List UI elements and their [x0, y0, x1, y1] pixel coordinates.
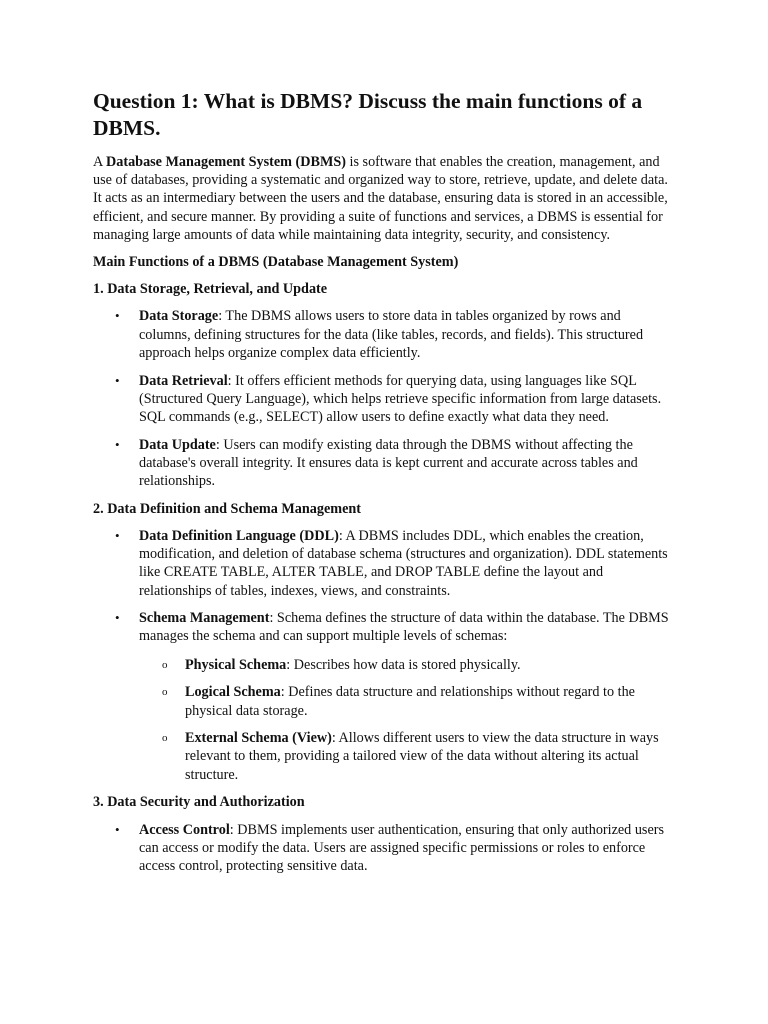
- bullet-icon: •: [115, 527, 120, 543]
- item-text: : Allows different users to view the data structure in ways relevant to them, providing a tailored view of the data without altering its actual structure.: [185, 730, 659, 783]
- item-term: Data Update: [139, 436, 216, 453]
- intro-text: is software that enables the creation, management, and use of databases, providing a systematic and organized way to store, retrieve, update, and delete data. It acts as an intermediary between the users and the database, ensuring data is stored in an accessible, efficient, and secure manner. By providing a suite of functions and services, a DBMS is essential for managing large amounts of data while maintaining data integrity, security, and consistency.: [93, 154, 668, 243]
- section-heading-definition: 2. Data Definition and Schema Management: [93, 500, 361, 517]
- item-text: : It offers efficient methods for querying data, using languages like SQL (Structured Query Language), which helps retrieve specific information from large datasets. SQL commands (e.g., SELECT) allow users to define exactly what data they need.: [139, 372, 662, 425]
- main-heading: Main Functions of a DBMS (Database Management System): [93, 254, 459, 271]
- section-heading-security: 3. Data Security and Authorization: [93, 794, 305, 811]
- item-term: Physical Schema: [185, 656, 287, 673]
- item-text: : Users can modify existing data through the DBMS without affecting the database's overall integrity. It ensures data is kept current and accurate across tables and relationships.: [139, 436, 638, 490]
- bullet-icon: •: [115, 372, 120, 388]
- list-item-schema-management: [93, 609, 673, 784]
- section-list-security: [93, 821, 673, 876]
- bullet-icon: •: [115, 821, 120, 837]
- item-term: Access Control: [139, 821, 230, 838]
- intro-paragraph: [93, 153, 673, 244]
- item-term: Data Retrieval: [139, 372, 228, 389]
- circle-bullet-icon: o: [162, 686, 168, 699]
- list-item-data-storage: [93, 307, 673, 362]
- item-text: : DBMS implements user authentication, ensuring that only authorized users can access or modify the data. Users are assigned specific permissions or roles to enforce access control, protecting sensitive data.: [139, 821, 664, 874]
- section-heading-storage: 1. Data Storage, Retrieval, and Update: [93, 281, 328, 298]
- document-page: [93, 88, 673, 885]
- item-term: External Schema (View): [185, 730, 332, 747]
- bullet-icon: •: [115, 308, 120, 324]
- intro-term: Database Management System (DBMS): [106, 154, 346, 170]
- item-text: : Defines data structure and relationships without regard to the physical data storage.: [185, 684, 635, 719]
- section-list-definition: [93, 527, 673, 784]
- sublist-item-logical-schema: [139, 683, 673, 719]
- item-text: : Describes how data is stored physically.: [286, 656, 521, 673]
- sublist-item-external-schema: [139, 729, 673, 784]
- schema-sublist: [139, 656, 673, 784]
- item-term: Data Definition Language (DDL): [139, 527, 339, 544]
- item-text: : The DBMS allows users to store data in tables organized by rows and columns, defining structures for the data (like tables, records, and fields). This structured approach helps organize complex data efficiently.: [139, 308, 644, 361]
- list-item-data-update: [93, 436, 673, 491]
- section-list-storage: [93, 307, 673, 490]
- list-item-access-control: [93, 821, 673, 876]
- item-term: Logical Schema: [185, 684, 281, 701]
- intro-prefix: A: [93, 154, 107, 170]
- circle-bullet-icon: o: [162, 732, 168, 745]
- bullet-icon: •: [115, 610, 120, 626]
- item-term: Data Storage: [139, 308, 219, 325]
- sublist-item-physical-schema: [139, 656, 673, 674]
- list-item-data-retrieval: [93, 372, 673, 427]
- page-title: Question 1: What is DBMS? Discuss the main functions of a DBMS.: [93, 89, 643, 140]
- bullet-icon: •: [115, 436, 120, 452]
- circle-bullet-icon: o: [162, 658, 168, 671]
- item-term: Schema Management: [139, 610, 270, 627]
- item-text: : A DBMS includes DDL, which enables the creation, modification, and deletion of database schema (structures and organization). DDL statements like CREATE TABLE, ALTER TABLE, and DROP TABLE define the layout and relationships of tables, indexes, views, and constraints.: [139, 527, 668, 599]
- item-text: : Schema defines the structure of data within the database. The DBMS manages the schema and can support multiple levels of schemas:: [139, 610, 669, 645]
- list-item-ddl: [93, 527, 673, 600]
